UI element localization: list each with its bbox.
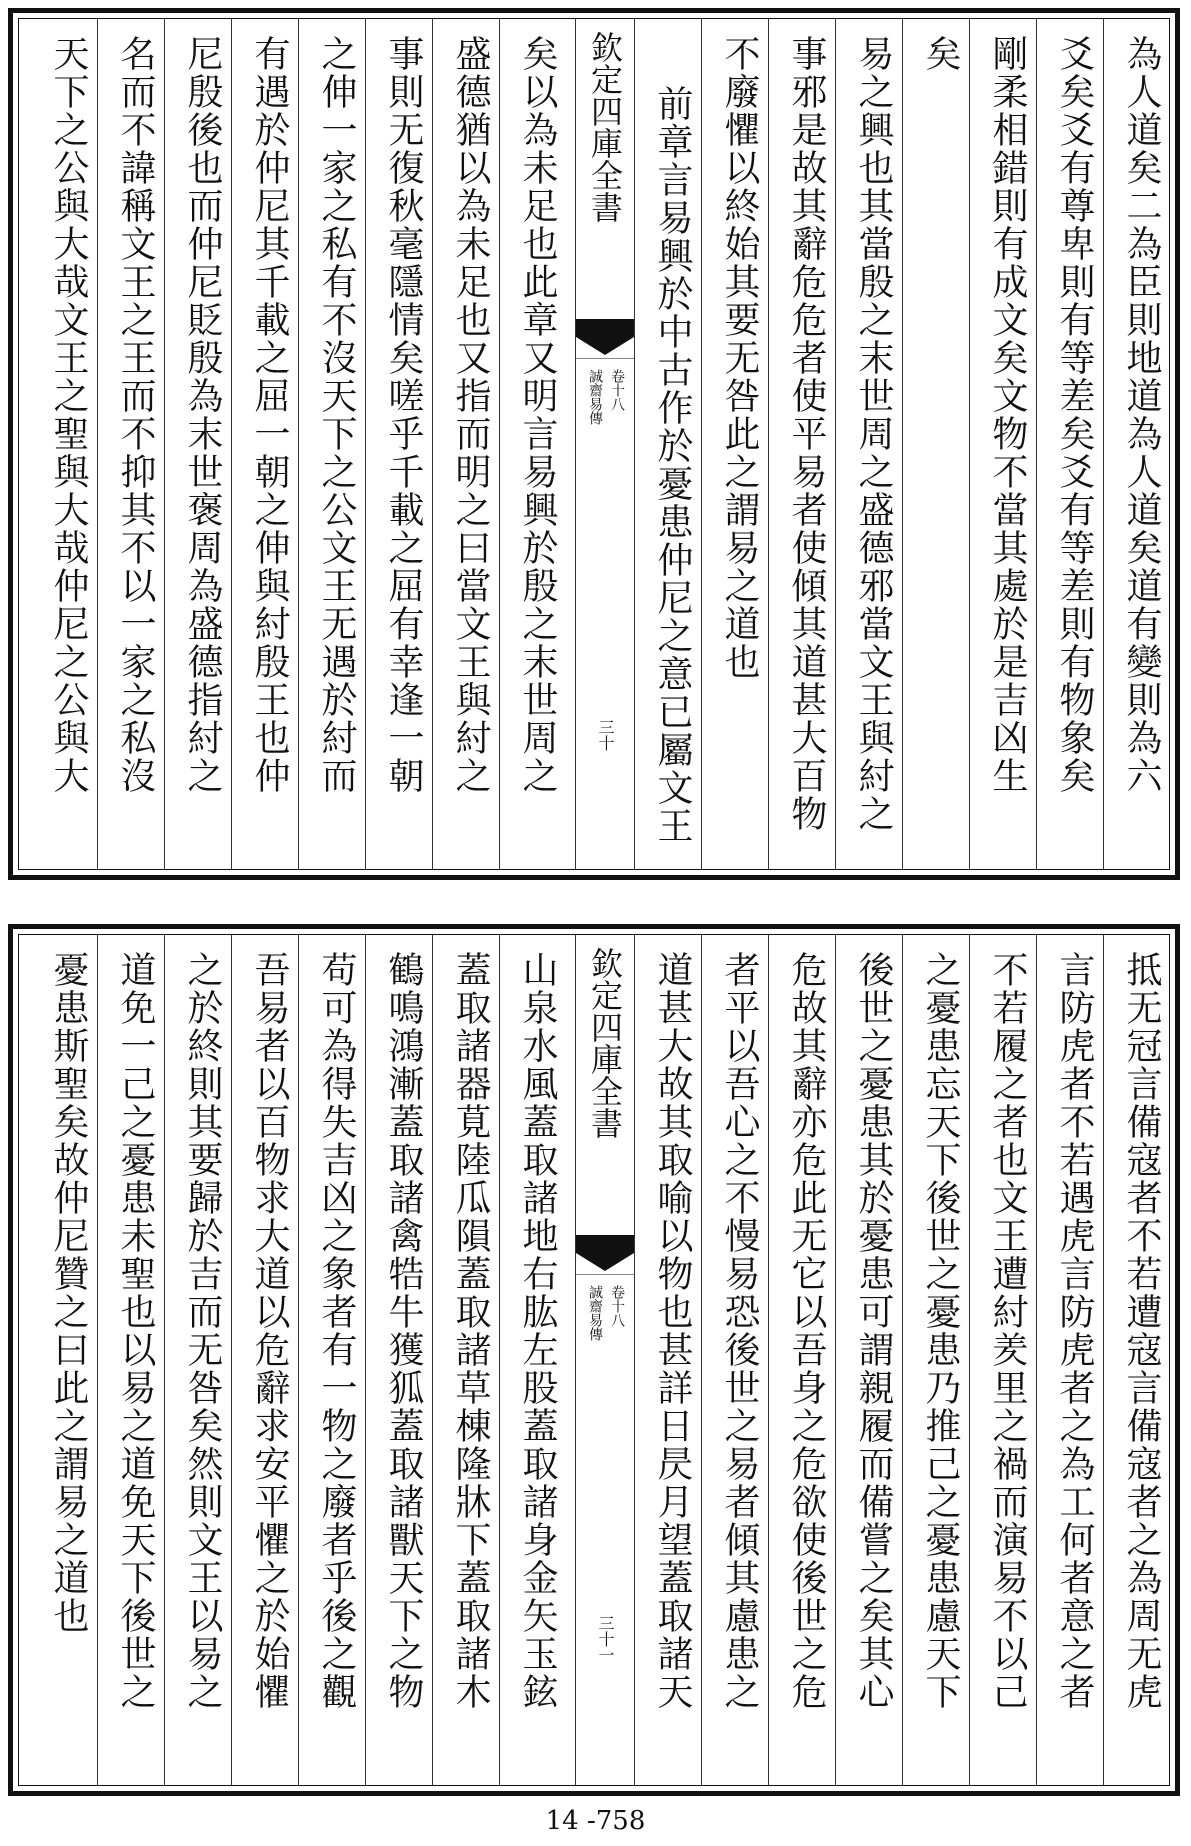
column-rule — [969, 19, 970, 869]
column-rule — [701, 935, 702, 1785]
text-column: 苟可為得失吉凶之象者有一物之廢者乎後之觀 — [316, 951, 357, 1711]
text-column: 剛柔相錯則有成文矣文物不當其處於是吉凶生 — [987, 35, 1028, 795]
column-rule — [164, 19, 165, 869]
column-rule — [499, 19, 500, 869]
text-column: 山泉水風蓋取諸地右肱左股蓋取諸身金矢玉鉉 — [517, 951, 558, 1711]
text-column: 吾易者以百物求大道以危辭求安平懼之於始懼 — [249, 951, 290, 1711]
text-column: 爻矣爻有尊卑則有等差矣爻有等差則有物象矣 — [1054, 35, 1095, 795]
column-rule — [835, 935, 836, 1785]
center-book-name: 誠齋易傳 — [587, 369, 603, 425]
text-column: 天下之公與大哉文王之聖與大哉仲尼之公與大 — [48, 35, 89, 795]
column-rule — [969, 935, 970, 1785]
text-column: 之憂患忘天下後世之憂患乃推己之憂患慮天下 — [920, 951, 961, 1711]
column-rule — [432, 19, 433, 869]
text-column: 蓋取諸器莧陸瓜隕蓋取諸草棟隆牀下蓋取諸木 — [450, 951, 491, 1711]
center-fold-column — [575, 19, 635, 869]
text-column: 事則无復秋毫隱情矣嗟乎千載之屈有幸逢一朝 — [383, 35, 424, 795]
top-page-panel — [8, 8, 1180, 880]
column-rule — [97, 19, 98, 869]
fishtail-mark-icon — [576, 1235, 634, 1275]
column-rule — [298, 19, 299, 869]
text-column: 矣 — [920, 35, 961, 73]
column-rule — [1103, 19, 1104, 869]
page-number: 14 -758 — [545, 1806, 646, 1836]
column-rule — [835, 19, 836, 869]
column-rule — [231, 19, 232, 869]
text-column: 不若履之者也文王遭紂羑里之禍而演易不以己 — [987, 951, 1028, 1711]
text-column: 不廢懼以終始其要无咎此之謂易之道也 — [719, 35, 760, 681]
text-column: 前章言易興於中古作於憂患仲尼之意已屬文王 — [652, 85, 693, 845]
column-rule — [1036, 935, 1037, 1785]
text-column: 道免一己之憂患未聖也以易之道免天下後世之 — [115, 951, 156, 1711]
center-title: 欽定四庫全書 — [586, 947, 624, 1139]
center-page-label: 三十 — [596, 719, 615, 751]
text-column: 者平以吾心之不慢易恐後世之易者傾其慮患之 — [719, 951, 760, 1711]
column-rule — [164, 935, 165, 1785]
column-rule — [902, 935, 903, 1785]
column-rule — [701, 19, 702, 869]
column-rule — [768, 935, 769, 1785]
column-rule — [1103, 935, 1104, 1785]
text-column: 憂患斯聖矣故仲尼贊之曰此之謂易之道也 — [48, 951, 89, 1635]
column-rule — [298, 935, 299, 1785]
text-column: 為人道矣二為臣則地道為人道矣道有變則為六 — [1121, 35, 1162, 795]
center-volume: 卷十八 — [609, 369, 625, 411]
column-rule — [499, 935, 500, 1785]
column-rule — [365, 19, 366, 869]
text-column: 危故其辭亦危此无它以吾身之危欲使後世之危 — [786, 951, 827, 1711]
text-column: 之伸一家之私有不沒天下之公文王无遇於紂而 — [316, 35, 357, 795]
column-rule — [365, 935, 366, 1785]
text-column: 言防虎者不若遇虎言防虎者之為工何者意之者 — [1054, 951, 1095, 1711]
center-fold-column — [575, 935, 635, 1785]
text-column: 尼殷後也而仲尼貶殷為末世褒周為盛德指紂之 — [182, 35, 223, 795]
column-rule — [768, 19, 769, 869]
center-page-label: 三十一 — [596, 1615, 615, 1663]
column-rule — [432, 935, 433, 1785]
text-column: 之於終則其要歸於吉而无咎矣然則文王以易之 — [182, 951, 223, 1711]
text-column: 矣以為未足也此章又明言易興於殷之末世周之 — [517, 35, 558, 795]
bottom-page-panel — [8, 924, 1180, 1796]
text-column: 抵无冠言備寇者不若遭寇言備寇者之為周无虎 — [1121, 951, 1162, 1711]
center-title: 欽定四庫全書 — [586, 31, 624, 223]
text-column: 後世之憂患其於憂患可謂親履而備嘗之矣其心 — [853, 951, 894, 1711]
center-volume: 卷十八 — [609, 1285, 625, 1327]
text-column: 名而不諱稱文王之王而不抑其不以一家之私沒 — [115, 35, 156, 795]
text-column: 盛德猶以為未足也又指而明之曰當文王與紂之 — [450, 35, 491, 795]
text-column: 道甚大故其取喻以物也甚詳日昃月望蓋取諸天 — [652, 951, 693, 1711]
center-book-name: 誠齋易傳 — [587, 1285, 603, 1341]
text-column: 鶴鳴鴻漸蓋取諸禽牿牛獲狐蓋取諸獸天下之物 — [383, 951, 424, 1711]
column-rule — [97, 935, 98, 1785]
text-column: 事邪是故其辭危危者使平易者使傾其道甚大百物 — [786, 35, 827, 833]
column-rule — [902, 19, 903, 869]
fishtail-mark-icon — [576, 319, 634, 359]
text-column: 有遇於仲尼其千載之屈一朝之伸與紂殷王也仲 — [249, 35, 290, 795]
text-column: 易之興也其當殷之末世周之盛德邪當文王與紂之 — [853, 35, 894, 833]
column-rule — [231, 935, 232, 1785]
column-rule — [1036, 19, 1037, 869]
